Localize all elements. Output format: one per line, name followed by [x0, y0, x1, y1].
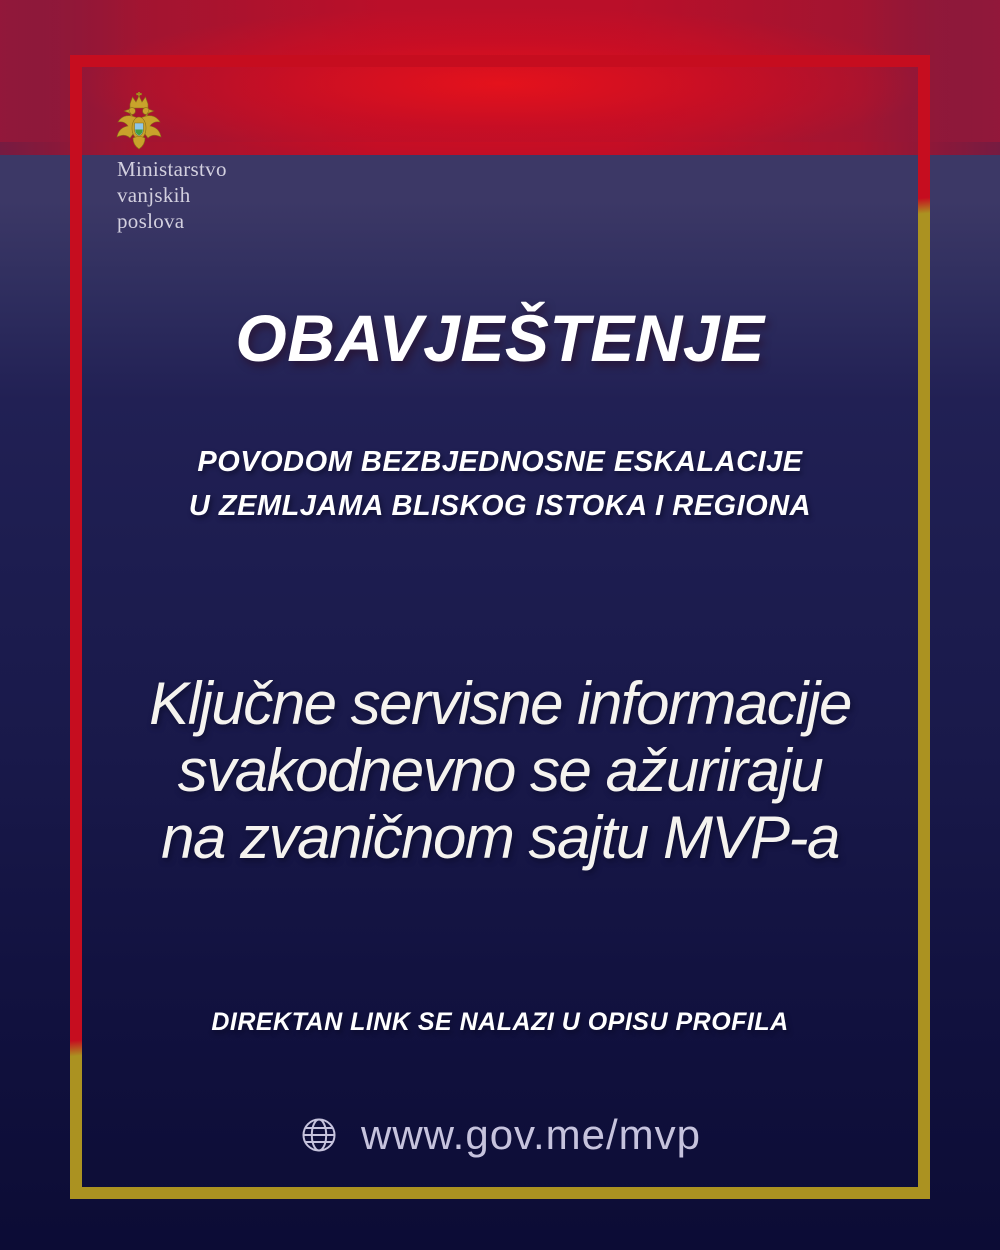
montenegro-coat-of-arms-icon — [115, 92, 163, 150]
ministry-line: poslova — [117, 209, 185, 233]
message-line: svakodnevno se ažuriraju — [177, 737, 823, 804]
announcement-subtitle — [0, 440, 1000, 528]
subtitle-line: POVODOM BEZBJEDNOSNE ESKALACIJE — [197, 446, 803, 478]
website-url: www.gov.me/mvp — [361, 1111, 701, 1158]
direct-link-note: DIREKTAN LINK SE NALAZI U OPISU PROFILA — [211, 1008, 789, 1036]
message-line: Ključne servisne informacije — [149, 670, 851, 737]
announcement-title: OBAVJEŠTENJE — [235, 301, 765, 375]
message-line: na zvaničnom sajtu MVP-a — [161, 804, 839, 871]
ministry-name — [117, 156, 227, 234]
ministry-line: Ministarstvo — [117, 157, 227, 181]
subtitle-line: U ZEMLJAMA BLISKOG ISTOKA I REGIONA — [188, 490, 812, 522]
ministry-line: vanjskih — [117, 183, 191, 207]
website-row — [0, 1103, 1000, 1167]
globe-icon — [299, 1115, 339, 1155]
key-message — [0, 670, 1000, 871]
